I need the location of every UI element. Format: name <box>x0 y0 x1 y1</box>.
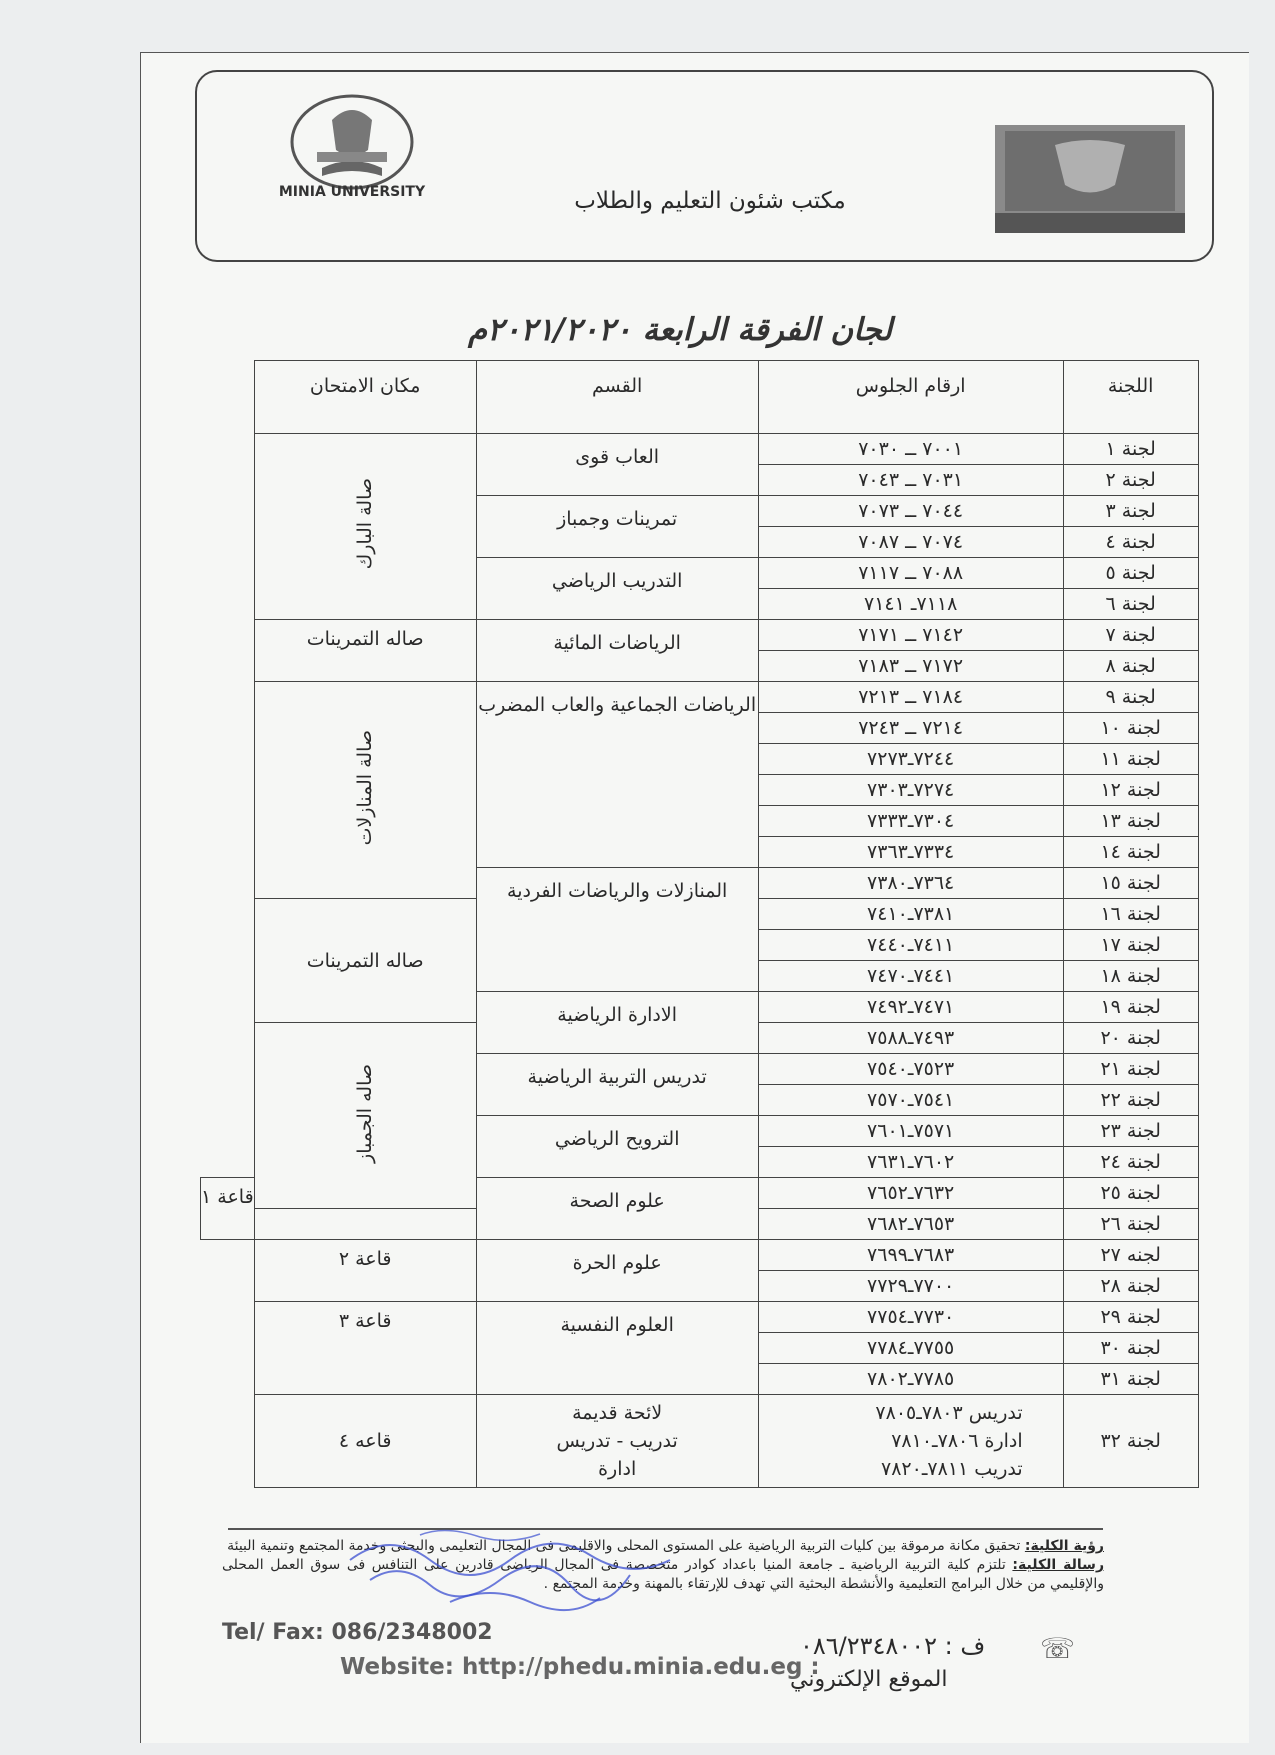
seat-range: ٧٤٩٣ـ٧٥٨٨ <box>758 1023 1063 1054</box>
committee-cell: لجنة ٢١ <box>1063 1054 1198 1085</box>
department-cell: الادارة الرياضية <box>476 992 758 1054</box>
department-cell: تدريس التربية الرياضية <box>476 1054 758 1116</box>
place-cell: قاعة ٢ <box>254 1240 476 1302</box>
department-line: ادارة <box>598 1458 637 1480</box>
header-committee: اللجنة <box>1063 361 1198 434</box>
seat-range: ٧٥٢٣ـ٧٥٤٠ <box>758 1054 1063 1085</box>
committee-cell: لجنة ٦ <box>1063 589 1198 620</box>
seat-range-line: تدريس ٧٨٠٣ـ٧٨٠٥ <box>875 1402 1023 1424</box>
seat-range: ٧٠٠١ ــ ٧٠٣٠ <box>758 434 1063 465</box>
seat-range: ٧٦٨٣ـ٧٦٩٩ <box>758 1240 1063 1271</box>
website-label-arabic: الموقع الإلكتروني <box>790 1667 948 1692</box>
mission-text: تلتزم كلية التربية الرياضية ـ جامعة المنيا باعداد كوادر متخصصة فى المجال الرياضى قادرين على التنافس فى سوق العمل المحلى والإقليمي من خلال البرامج التعليمية والأنشطة البحثية التي تهدف للإرتقاء بالمهنة وخدمة المجتمع . <box>222 1557 1104 1592</box>
seat-range: ٧٣٣٤ـ٧٣٦٣ <box>758 837 1063 868</box>
place-cell: قاعه ٤ <box>254 1395 476 1488</box>
committee-cell: لجنة ٢٢ <box>1063 1085 1198 1116</box>
seat-range: ٧٢٤٤ـ٧٢٧٣ <box>758 744 1063 775</box>
seat-range-multi <box>758 1395 1063 1488</box>
vision-label: رؤية الكلية: <box>1024 1538 1104 1554</box>
place-cell: صاله التمرينات <box>254 899 476 1023</box>
seat-range: ٧٢١٤ ــ ٧٢٤٣ <box>758 713 1063 744</box>
document-title: لجان الفرقة الرابعة ٢٠٢١/٢٠٢٠م <box>467 312 893 348</box>
seat-range: ٧٧٨٥ـ٧٨٠٢ <box>758 1364 1063 1395</box>
committee-cell: لجنة ٧ <box>1063 620 1198 651</box>
minia-university-logo <box>262 90 442 205</box>
committee-cell: لجنة ١ <box>1063 434 1198 465</box>
handwritten-signature <box>330 1520 690 1620</box>
header-seats: ارقام الجلوس <box>758 361 1063 434</box>
place-cell: قاعة ١ <box>201 1178 255 1240</box>
seat-range: ٧٦٣٢ـ٧٦٥٢ <box>758 1178 1063 1209</box>
place-cell <box>254 682 476 899</box>
seat-range: ٧٠٣١ ــ ٧٠٤٣ <box>758 465 1063 496</box>
svg-text:MINIA UNIVERSITY: MINIA UNIVERSITY <box>278 184 426 200</box>
committee-cell: لجنة ٢٤ <box>1063 1147 1198 1178</box>
department-cell: الترويح الرياضي <box>476 1116 758 1178</box>
committee-cell: لجنة ٨ <box>1063 651 1198 682</box>
seat-range: ٧٠٧٤ ــ ٧٠٨٧ <box>758 527 1063 558</box>
place-label: صالة البارك <box>354 478 377 570</box>
header-department: القسم <box>476 361 758 434</box>
committee-cell: لجنة ٢٣ <box>1063 1116 1198 1147</box>
department-cell: المنازلات والرياضات الفردية <box>476 868 758 992</box>
header-place: مكان الامتحان <box>254 361 476 434</box>
office-title: مكتب شئون التعليم والطلاب <box>574 188 846 214</box>
seat-range: ٧١٨٤ ــ ٧٢١٣ <box>758 682 1063 713</box>
committee-cell: لجنة ٢٦ <box>1063 1209 1198 1240</box>
committee-cell: لجنة ٢٠ <box>1063 1023 1198 1054</box>
seat-range: ٧٠٤٤ ــ ٧٠٧٣ <box>758 496 1063 527</box>
department-cell: العاب قوى <box>476 434 758 496</box>
department-cell: الرياضات الجماعية والعاب المضرب <box>476 682 758 868</box>
department-line: تدريب - تدريس <box>556 1430 678 1452</box>
committee-cell: لجنة ٢٨ <box>1063 1271 1198 1302</box>
department-cell: الرياضات المائية <box>476 620 758 682</box>
vision-text: تحقيق مكانة مرموقة بين كليات التربية الرياضية على المستوى المحلى والاقليمى فى المجال التعليمى والبحثى وخدمة المجتمع وتنمية البيئة <box>227 1538 1021 1554</box>
seat-range: ٧٠٨٨ ــ ٧١١٧ <box>758 558 1063 589</box>
mission-label: رسالة الكلية: <box>1012 1557 1104 1573</box>
place-cell <box>254 434 476 620</box>
tel-fax: Tel/ Fax: 086/2348002 <box>222 1620 493 1645</box>
seat-range: ٧٥٤١ـ٧٥٧٠ <box>758 1085 1063 1116</box>
committee-cell: لجنة ١٢ <box>1063 775 1198 806</box>
department-cell: العلوم النفسية <box>476 1302 758 1395</box>
seat-range-line: تدريب ٧٨١١ـ٧٨٢٠ <box>881 1458 1023 1480</box>
department-line: لائحة قديمة <box>572 1402 663 1424</box>
seat-range: ٧٥٧١ـ٧٦٠١ <box>758 1116 1063 1147</box>
department-cell <box>476 1395 758 1488</box>
committee-cell: لجنة ٥ <box>1063 558 1198 589</box>
seat-range: ٧١١٨ـ ٧١٤١ <box>758 589 1063 620</box>
seat-range: ٧٤٤١ـ٧٤٧٠ <box>758 961 1063 992</box>
committee-cell: لجنة ١٦ <box>1063 899 1198 930</box>
seat-range: ٧٧٣٠ـ٧٧٥٤ <box>758 1302 1063 1333</box>
website-url[interactable]: Website: http://phedu.minia.edu.eg : <box>340 1654 820 1680</box>
seat-range: ٧٧٠٠ـ٧٧٢٩ <box>758 1271 1063 1302</box>
committee-cell: لجنة ٣٢ <box>1063 1395 1198 1488</box>
place-cell: قاعة ٣ <box>254 1302 476 1395</box>
seat-range: ٧٣٨١ـ٧٤١٠ <box>758 899 1063 930</box>
phone-icon: ☏ <box>1040 1632 1076 1665</box>
fax-arabic: ف : ٠٨٦/٢٣٤٨٠٠٢ <box>800 1632 986 1660</box>
committee-cell: لجنة ٢٩ <box>1063 1302 1198 1333</box>
seat-range: ٧٦٠٢ـ٧٦٣١ <box>758 1147 1063 1178</box>
committee-cell: لجنة ٣ <box>1063 496 1198 527</box>
committee-cell: لجنة ٤ <box>1063 527 1198 558</box>
seat-range: ٧١٤٢ ــ ٧١٧١ <box>758 620 1063 651</box>
place-cell <box>254 1023 476 1209</box>
seat-range-line: ادارة ٧٨٠٦ـ٧٨١٠ <box>891 1430 1023 1452</box>
committee-cell: لجنة ١٧ <box>1063 930 1198 961</box>
committee-cell: لجنة ٢٥ <box>1063 1178 1198 1209</box>
seat-range: ٧٣٠٤ـ٧٣٣٣ <box>758 806 1063 837</box>
committee-cell: لجنة ٢ <box>1063 465 1198 496</box>
committee-cell: لجنة ١٣ <box>1063 806 1198 837</box>
department-cell: تمرينات وجمباز <box>476 496 758 558</box>
committee-cell: لجنة ٣٠ <box>1063 1333 1198 1364</box>
seat-range: ٧١٧٢ ــ ٧١٨٣ <box>758 651 1063 682</box>
faculty-logo <box>995 125 1185 233</box>
committee-cell: لجنة ٣١ <box>1063 1364 1198 1395</box>
department-cell: علوم الحرة <box>476 1240 758 1302</box>
department-cell: التدريب الرياضي <box>476 558 758 620</box>
committee-cell: لجنة ٩ <box>1063 682 1198 713</box>
seat-range: ٧٢٧٤ـ٧٣٠٣ <box>758 775 1063 806</box>
committee-cell: لجنة ١٨ <box>1063 961 1198 992</box>
committee-cell: لجنة ١٤ <box>1063 837 1198 868</box>
place-label: صاله الجمباز <box>354 1063 377 1163</box>
place-cell: صاله التمرينات <box>254 620 476 682</box>
committee-cell: لجنه ٢٧ <box>1063 1240 1198 1271</box>
committee-cell: لجنة ١١ <box>1063 744 1198 775</box>
committees-table <box>200 360 1199 1488</box>
seat-range: ٧٣٦٤ـ٧٣٨٠ <box>758 868 1063 899</box>
committee-cell: لجنة ١٠ <box>1063 713 1198 744</box>
seat-range: ٧٤١١ـ٧٤٤٠ <box>758 930 1063 961</box>
place-label: صالة المنازلات <box>354 729 377 846</box>
seat-range: ٧٦٥٣ـ٧٦٨٢ <box>758 1209 1063 1240</box>
seat-range: ٧٧٥٥ـ٧٧٨٤ <box>758 1333 1063 1364</box>
committee-cell: لجنة ١٩ <box>1063 992 1198 1023</box>
seat-range: ٧٤٧١ـ٧٤٩٢ <box>758 992 1063 1023</box>
department-cell: علوم الصحة <box>476 1178 758 1240</box>
committee-cell: لجنة ١٥ <box>1063 868 1198 899</box>
